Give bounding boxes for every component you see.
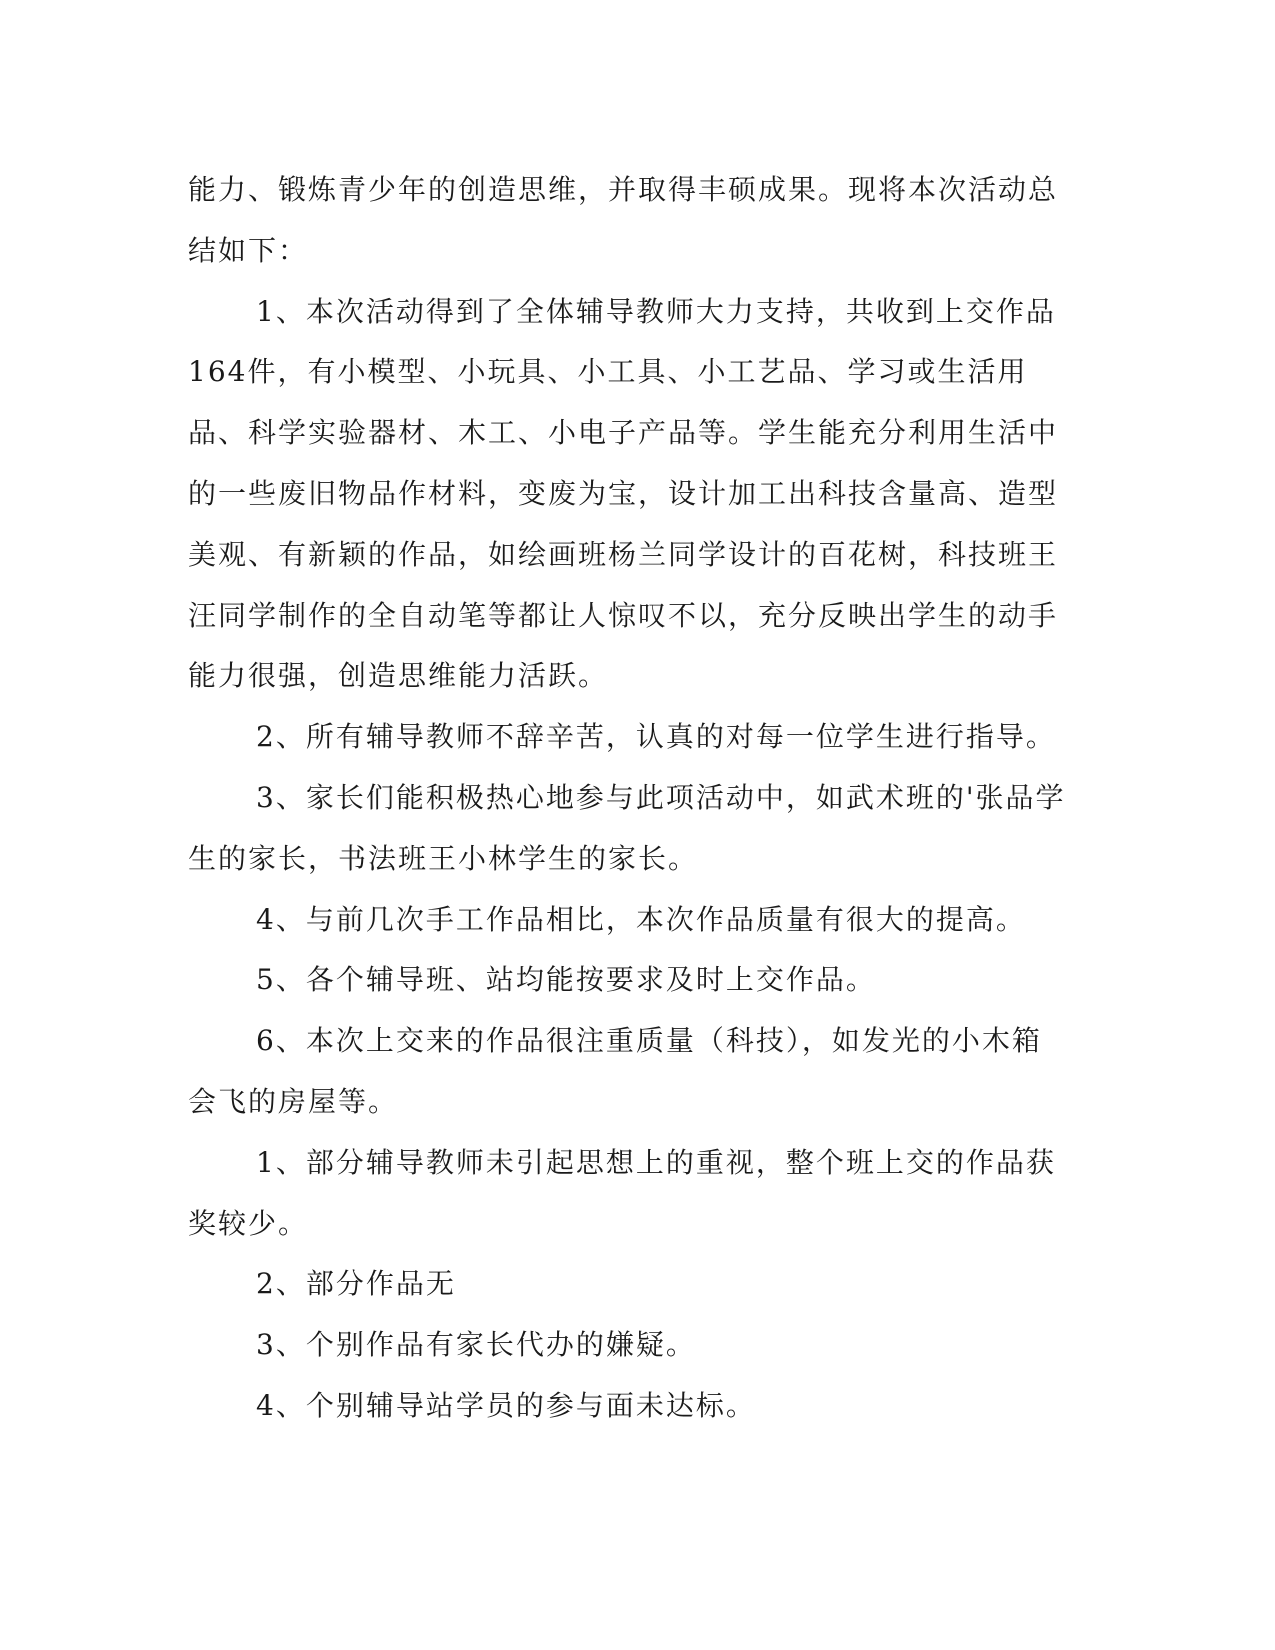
paragraph-achievement-3: 3、家长们能积极热心地参与此项活动中，如武术班的'张品学生的家长，书法班王小林学生的家长。 [188,780,1066,875]
paragraph-achievement-5: 5、各个辅导班、站均能按要求及时上交作品。 [256,963,876,997]
paragraph-problem-4: 4、个别辅导站学员的参与面未达标。 [256,1388,756,1422]
paragraph-problem-2: 2、部分作品无 [256,1267,456,1301]
paragraph-problem-1: 1、部分辅导教师未引起思想上的重视，整个班上交的作品获奖较少。 [188,1145,1056,1240]
paragraph-intro-continuation: 能力、锻炼青少年的创造思维，并取得丰硕成果。现将本次活动总结如下： [188,173,1059,267]
paragraph-achievement-2: 2、所有辅导教师不辞辛苦，认真的对每一位学生进行指导。 [256,720,1056,754]
paragraph-achievement-4: 4、与前几次手工作品相比，本次作品质量有很大的提高。 [256,902,1026,936]
document-body [188,160,1068,1437]
paragraph-problem-3: 3、个别作品有家长代办的嫌疑。 [256,1328,696,1362]
paragraph-achievement-6: 6、本次上交来的作品很注重质量（科技），如发光的小木箱会飞的房屋等。 [188,1024,1042,1118]
paragraph-achievement-1: 1、本次活动得到了全体辅导教师大力支持，共收到上交作品164件，有小模型、小玩具、小工具、小工艺品、学习或生活用品、科学实验器材、木工、小电子产品等。学生能充分利用生活中的一些废旧物品作材料，变废为宝，设计加工出科技含量高、造型美观、有新颖的作品，如绘画班杨兰同学设计的百花树，科技班王汪同学制作的全自动笔等都让人惊叹不以，充分反映出学生的动手能力很强，创造思维能力活跃。 [188,294,1059,693]
